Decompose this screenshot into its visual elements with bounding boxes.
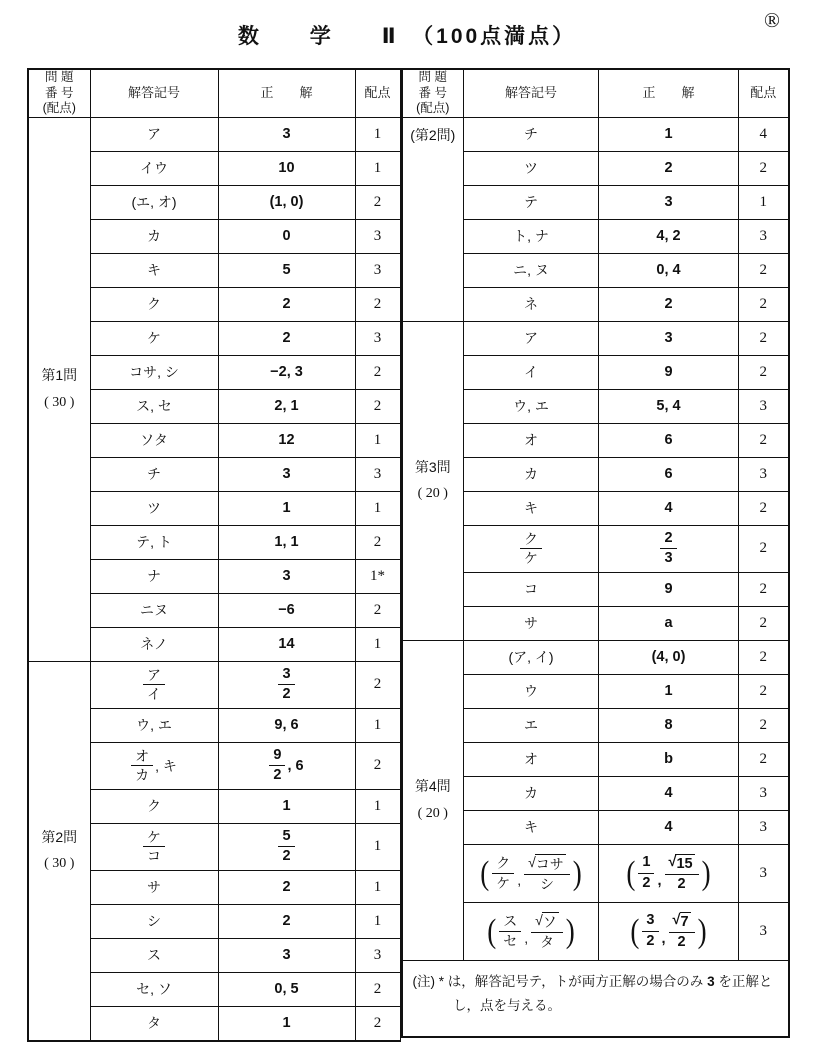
fraction-numerator: 5 (278, 828, 294, 847)
correct-answer-cell: a (599, 606, 739, 640)
fraction-with-radical (524, 854, 570, 892)
left-paren: ( (626, 854, 636, 892)
coordinate-pair (626, 854, 710, 893)
points-cell: 1 (355, 823, 400, 870)
correct-answer-cell (599, 902, 739, 960)
fraction-with-radical (669, 912, 695, 951)
page-title: 数 学 Ⅱ （100点満点） (237, 25, 577, 48)
answer-symbol-cell: ス (90, 938, 218, 972)
fraction (520, 531, 542, 568)
points-cell: 2 (739, 606, 789, 640)
points-cell: 4 (739, 117, 789, 151)
square-root (673, 912, 691, 931)
footnote-text (413, 970, 780, 1017)
answer-symbol-cell: ウ, エ (90, 708, 218, 742)
square-root (535, 912, 559, 930)
pair-comma: , (657, 872, 662, 889)
question-label-q1 (28, 117, 90, 661)
answer-symbol-cell: ネノ (90, 627, 218, 661)
header-row (402, 69, 789, 117)
answer-symbol-cell: キ (464, 810, 599, 844)
correct-answer-cell: 4, 2 (599, 219, 739, 253)
fraction-with-radical (665, 854, 699, 893)
coordinate-pair (487, 912, 575, 950)
column-header-answer-symbol: 解答記号 (90, 69, 218, 117)
points-cell: 3 (739, 389, 789, 423)
fraction-numerator: ス (499, 913, 521, 932)
correct-answer-cell: 1 (599, 117, 739, 151)
points-cell: 2 (355, 1006, 400, 1041)
answer-symbol-cell: ト, ナ (464, 219, 599, 253)
answer-symbol-cell: ネ (464, 287, 599, 321)
header-row (28, 69, 400, 117)
pair-comma: , (661, 930, 666, 947)
points-cell: 1* (355, 559, 400, 593)
fraction-denominator: 2 (282, 686, 291, 703)
left-paren: ( (480, 853, 490, 892)
fraction-denominator: ケ (496, 874, 511, 891)
fraction (143, 667, 165, 704)
fraction-denominator: 2 (273, 767, 282, 784)
column-header-answer-symbol: 解答記号 (464, 69, 599, 117)
right-paren: ) (565, 911, 575, 950)
answer-symbol-cell: チ (90, 457, 218, 491)
column-header-points: 配点 (739, 69, 789, 117)
fraction-numerator (524, 854, 570, 874)
right-paren: ) (697, 912, 707, 950)
correct-answer-cell: 3 (218, 559, 355, 593)
correct-answer-cell: 1 (218, 1006, 355, 1041)
correct-answer-cell: 3 (599, 185, 739, 219)
correct-answer-cell: 6 (599, 457, 739, 491)
question-label-q4 (402, 640, 464, 960)
answer-symbol-cell (464, 902, 599, 960)
points-cell: 2 (739, 321, 789, 355)
answer-table-right (401, 68, 790, 1038)
points-cell: 3 (739, 457, 789, 491)
answer-symbol-cell: ケ (90, 321, 218, 355)
question-points: ( 20 ) (417, 805, 448, 821)
answer-symbol-cell: タ (90, 1006, 218, 1041)
points-cell: 2 (739, 253, 789, 287)
points-cell: 1 (355, 491, 400, 525)
points-cell: 2 (739, 674, 789, 708)
correct-answer-cell: 2 (599, 151, 739, 185)
fraction-denominator: 2 (282, 848, 291, 865)
answer-symbol-cell: ツ (90, 491, 218, 525)
answer-symbol-cell: サ (90, 870, 218, 904)
correct-answer-cell: 2, 1 (218, 389, 355, 423)
fraction-denominator: 2 (677, 875, 686, 892)
answer-symbol-cell: テ (464, 185, 599, 219)
fraction-denominator: セ (503, 932, 518, 949)
answer-symbol-cell: ク (90, 287, 218, 321)
correct-answer-cell: 2 (218, 870, 355, 904)
pair-comma: , (524, 930, 529, 947)
points-cell: 3 (355, 253, 400, 287)
points-cell: 3 (355, 938, 400, 972)
correct-answer-cell: 4 (599, 810, 739, 844)
points-cell: 1 (355, 708, 400, 742)
radicand: 15 (676, 855, 693, 872)
fraction-denominator: 3 (664, 550, 673, 567)
radical-sign: √ (535, 912, 543, 929)
fraction-numerator: 2 (660, 530, 676, 549)
correct-answer-cell: 10 (218, 151, 355, 185)
fraction (143, 829, 165, 866)
registered-trademark-icon: ® (764, 8, 780, 32)
correct-answer-cell: 12 (218, 423, 355, 457)
correct-answer-cell: (4, 0) (599, 640, 739, 674)
fraction-denominator: イ (147, 686, 161, 703)
answer-symbol-cell: シ (90, 904, 218, 938)
question-label-q3 (402, 321, 464, 640)
fraction-numerator (531, 912, 563, 932)
points-cell: 3 (739, 902, 789, 960)
correct-answer-cell: 0, 4 (599, 253, 739, 287)
points-cell: 3 (355, 321, 400, 355)
answer-symbol-cell (464, 525, 599, 572)
fraction (269, 747, 285, 785)
footnote-cell (402, 960, 789, 1037)
fraction (499, 913, 521, 950)
radicand: コサ (535, 856, 564, 873)
fraction-numerator: ク (492, 855, 514, 874)
points-cell: 2 (355, 185, 400, 219)
correct-answer-cell: 4 (599, 491, 739, 525)
correct-answer-cell: 5 (218, 253, 355, 287)
answer-row (28, 661, 400, 708)
question-label-q2-continued (402, 117, 464, 321)
correct-answer-cell: −6 (218, 593, 355, 627)
question-label-q2 (28, 661, 90, 1041)
correct-answer-cell: 0, 5 (218, 972, 355, 1006)
correct-answer-cell (218, 742, 355, 789)
fraction-denominator: タ (539, 933, 554, 950)
column-header-correct-answer: 正 解 (218, 69, 355, 117)
fraction-numerator: 9 (269, 747, 285, 766)
question-number: 第2問 (41, 828, 78, 845)
radical-sign: √ (668, 853, 677, 870)
right-paren: ) (701, 854, 711, 892)
question-number: 第3問 (414, 458, 451, 475)
question-points: ( 30 ) (44, 394, 75, 410)
answer-symbol-cell (90, 661, 218, 708)
square-root (669, 854, 695, 873)
points-cell: 2 (739, 525, 789, 572)
square-root (528, 854, 566, 872)
correct-answer-cell: 3 (218, 938, 355, 972)
points-cell: 2 (739, 742, 789, 776)
answer-symbol-cell: (エ, オ) (90, 185, 218, 219)
correct-answer-cell: −2, 3 (218, 355, 355, 389)
column-header-question-number: 問 題 番 号 (配点) (402, 69, 464, 117)
column-header-question-number: 問 題 番 号 (配点) (28, 69, 90, 117)
answer-symbol-cell: ツ (464, 151, 599, 185)
fraction-with-radical (531, 912, 563, 950)
left-paren: ( (487, 911, 497, 950)
coordinate-pair (480, 854, 582, 892)
footnote-bold-value: 3 (707, 973, 715, 989)
points-cell: 1 (355, 627, 400, 661)
fraction-denominator: シ (539, 875, 554, 892)
points-cell: 1 (355, 151, 400, 185)
fraction (660, 530, 676, 568)
correct-answer-cell (218, 661, 355, 708)
note-row (402, 960, 789, 1037)
radicand: ソ (542, 914, 557, 931)
correct-answer-cell: 14 (218, 627, 355, 661)
answer-symbol-cell: セ, ソ (90, 972, 218, 1006)
answer-symbol-cell: ニヌ (90, 593, 218, 627)
correct-answer-cell: 4 (599, 776, 739, 810)
answer-symbol-cell: カ (464, 457, 599, 491)
points-cell: 3 (739, 810, 789, 844)
answer-symbol-cell: カ (464, 776, 599, 810)
points-cell: 2 (739, 640, 789, 674)
answer-symbol-cell: テ, ト (90, 525, 218, 559)
fraction-numerator: 3 (642, 912, 658, 931)
fraction (278, 666, 294, 704)
points-cell: 3 (739, 844, 789, 902)
answer-symbol-cell: ニ, ヌ (464, 253, 599, 287)
correct-answer-cell: b (599, 742, 739, 776)
correct-answer-cell: 2 (218, 321, 355, 355)
answer-symbol-suffix: , キ (155, 757, 177, 774)
right-paren: ) (572, 853, 582, 892)
question-points: ( 30 ) (44, 856, 75, 872)
answer-symbol-cell: イ (464, 355, 599, 389)
fraction-numerator: オ (131, 748, 153, 767)
fraction-denominator: 2 (646, 932, 655, 949)
question-number: 第1問 (41, 367, 78, 384)
answer-symbol-cell: ス, セ (90, 389, 218, 423)
fraction-denominator: 2 (642, 874, 651, 891)
points-cell: 3 (355, 457, 400, 491)
answer-symbol-cell: (ア, イ) (464, 640, 599, 674)
answer-row (402, 117, 789, 151)
correct-answer-cell: 8 (599, 708, 739, 742)
answer-symbol-cell: ク (90, 789, 218, 823)
answer-symbol-cell (90, 742, 218, 789)
points-cell: 2 (739, 572, 789, 606)
points-cell: 2 (355, 593, 400, 627)
answer-symbol-cell: カ (90, 219, 218, 253)
footnote-post: を正解とし，点を与える。 (453, 973, 773, 1013)
answer-symbol-cell: コサ, シ (90, 355, 218, 389)
points-cell: 2 (739, 151, 789, 185)
answer-symbol-cell: ソタ (90, 423, 218, 457)
radicand: 7 (680, 913, 689, 930)
correct-answer-cell (599, 844, 739, 902)
fraction-numerator (665, 854, 699, 875)
correct-answer-cell: 2 (599, 287, 739, 321)
question-points: ( 20 ) (417, 486, 448, 502)
correct-answer-cell: 0 (218, 219, 355, 253)
fraction-denominator: コ (147, 848, 161, 865)
footnote-pre: (注) * は，解答記号テ，トが両方正解の場合のみ (412, 973, 708, 989)
points-cell: 2 (739, 355, 789, 389)
points-cell: 2 (355, 742, 400, 789)
pair-comma: , (517, 872, 522, 889)
correct-answer-cell (599, 525, 739, 572)
correct-answer-cell: 1, 1 (218, 525, 355, 559)
points-cell: 3 (355, 219, 400, 253)
fraction-numerator: 1 (638, 854, 654, 873)
fraction-numerator: ケ (143, 829, 165, 848)
points-cell: 1 (739, 185, 789, 219)
correct-answer-cell: (1, 0) (218, 185, 355, 219)
points-cell: 1 (355, 117, 400, 151)
answer-symbol-cell: サ (464, 606, 599, 640)
fraction-numerator: 3 (278, 666, 294, 685)
coordinate-pair (630, 912, 706, 951)
points-cell: 3 (739, 219, 789, 253)
fraction-numerator (669, 912, 695, 933)
points-cell: 2 (355, 355, 400, 389)
correct-answer-cell: 3 (218, 457, 355, 491)
correct-answer-cell: 3 (218, 117, 355, 151)
correct-answer-cell (218, 823, 355, 870)
answer-symbol-cell: イウ (90, 151, 218, 185)
correct-answer-cell: 9, 6 (218, 708, 355, 742)
answer-symbol-cell: キ (464, 491, 599, 525)
answer-row (28, 117, 400, 151)
points-cell: 1 (355, 789, 400, 823)
points-cell: 3 (739, 776, 789, 810)
answer-symbol-cell: オ (464, 742, 599, 776)
fraction-numerator: ク (520, 531, 542, 550)
correct-answer-cell: 9 (599, 572, 739, 606)
fraction-denominator: カ (135, 767, 150, 784)
radical-sign: √ (672, 911, 681, 928)
column-header-correct-answer: 正 解 (599, 69, 739, 117)
answer-symbol-cell (464, 844, 599, 902)
points-cell: 2 (355, 389, 400, 423)
answer-symbol-cell: ウ, エ (464, 389, 599, 423)
points-cell: 2 (739, 491, 789, 525)
answer-tables-container (27, 68, 814, 1042)
points-cell: 2 (355, 972, 400, 1006)
answer-symbol-cell: ウ (464, 674, 599, 708)
correct-answer-suffix: , 6 (287, 757, 304, 774)
answer-row (402, 640, 789, 674)
fraction-numerator: ア (143, 667, 165, 686)
radical-sign: √ (528, 854, 536, 871)
answer-symbol-cell: コ (464, 572, 599, 606)
correct-answer-cell: 1 (599, 674, 739, 708)
points-cell: 2 (355, 525, 400, 559)
question-number: 第4問 (414, 778, 451, 795)
fraction (638, 854, 654, 892)
answer-symbol-cell: キ (90, 253, 218, 287)
correct-answer-cell: 1 (218, 789, 355, 823)
points-cell: 2 (355, 661, 400, 708)
fraction-denominator: 2 (677, 933, 686, 950)
fraction (642, 912, 658, 950)
answer-symbol-cell: オ (464, 423, 599, 457)
answer-symbol-cell: ア (464, 321, 599, 355)
correct-answer-cell: 6 (599, 423, 739, 457)
answer-symbol-cell: ア (90, 117, 218, 151)
correct-answer-cell: 3 (599, 321, 739, 355)
answer-symbol-cell: エ (464, 708, 599, 742)
points-cell: 1 (355, 904, 400, 938)
correct-answer-cell: 5, 4 (599, 389, 739, 423)
fraction (492, 855, 514, 892)
fraction (278, 828, 294, 866)
fraction (131, 748, 153, 785)
left-paren: ( (630, 912, 640, 950)
points-cell: 2 (739, 708, 789, 742)
answer-symbol-cell (90, 823, 218, 870)
title-bar (0, 0, 814, 62)
question-number: (第2問) (410, 126, 456, 143)
fraction-denominator: ケ (524, 550, 538, 567)
points-cell: 2 (739, 287, 789, 321)
points-cell: 2 (739, 423, 789, 457)
correct-answer-cell: 2 (218, 904, 355, 938)
correct-answer-cell: 1 (218, 491, 355, 525)
column-header-points: 配点 (355, 69, 400, 117)
correct-answer-cell: 9 (599, 355, 739, 389)
answer-table-left (27, 68, 401, 1042)
answer-symbol-cell: チ (464, 117, 599, 151)
points-cell: 1 (355, 870, 400, 904)
answer-symbol-cell: ナ (90, 559, 218, 593)
correct-answer-cell: 2 (218, 287, 355, 321)
answer-row (402, 321, 789, 355)
points-cell: 1 (355, 423, 400, 457)
points-cell: 2 (355, 287, 400, 321)
